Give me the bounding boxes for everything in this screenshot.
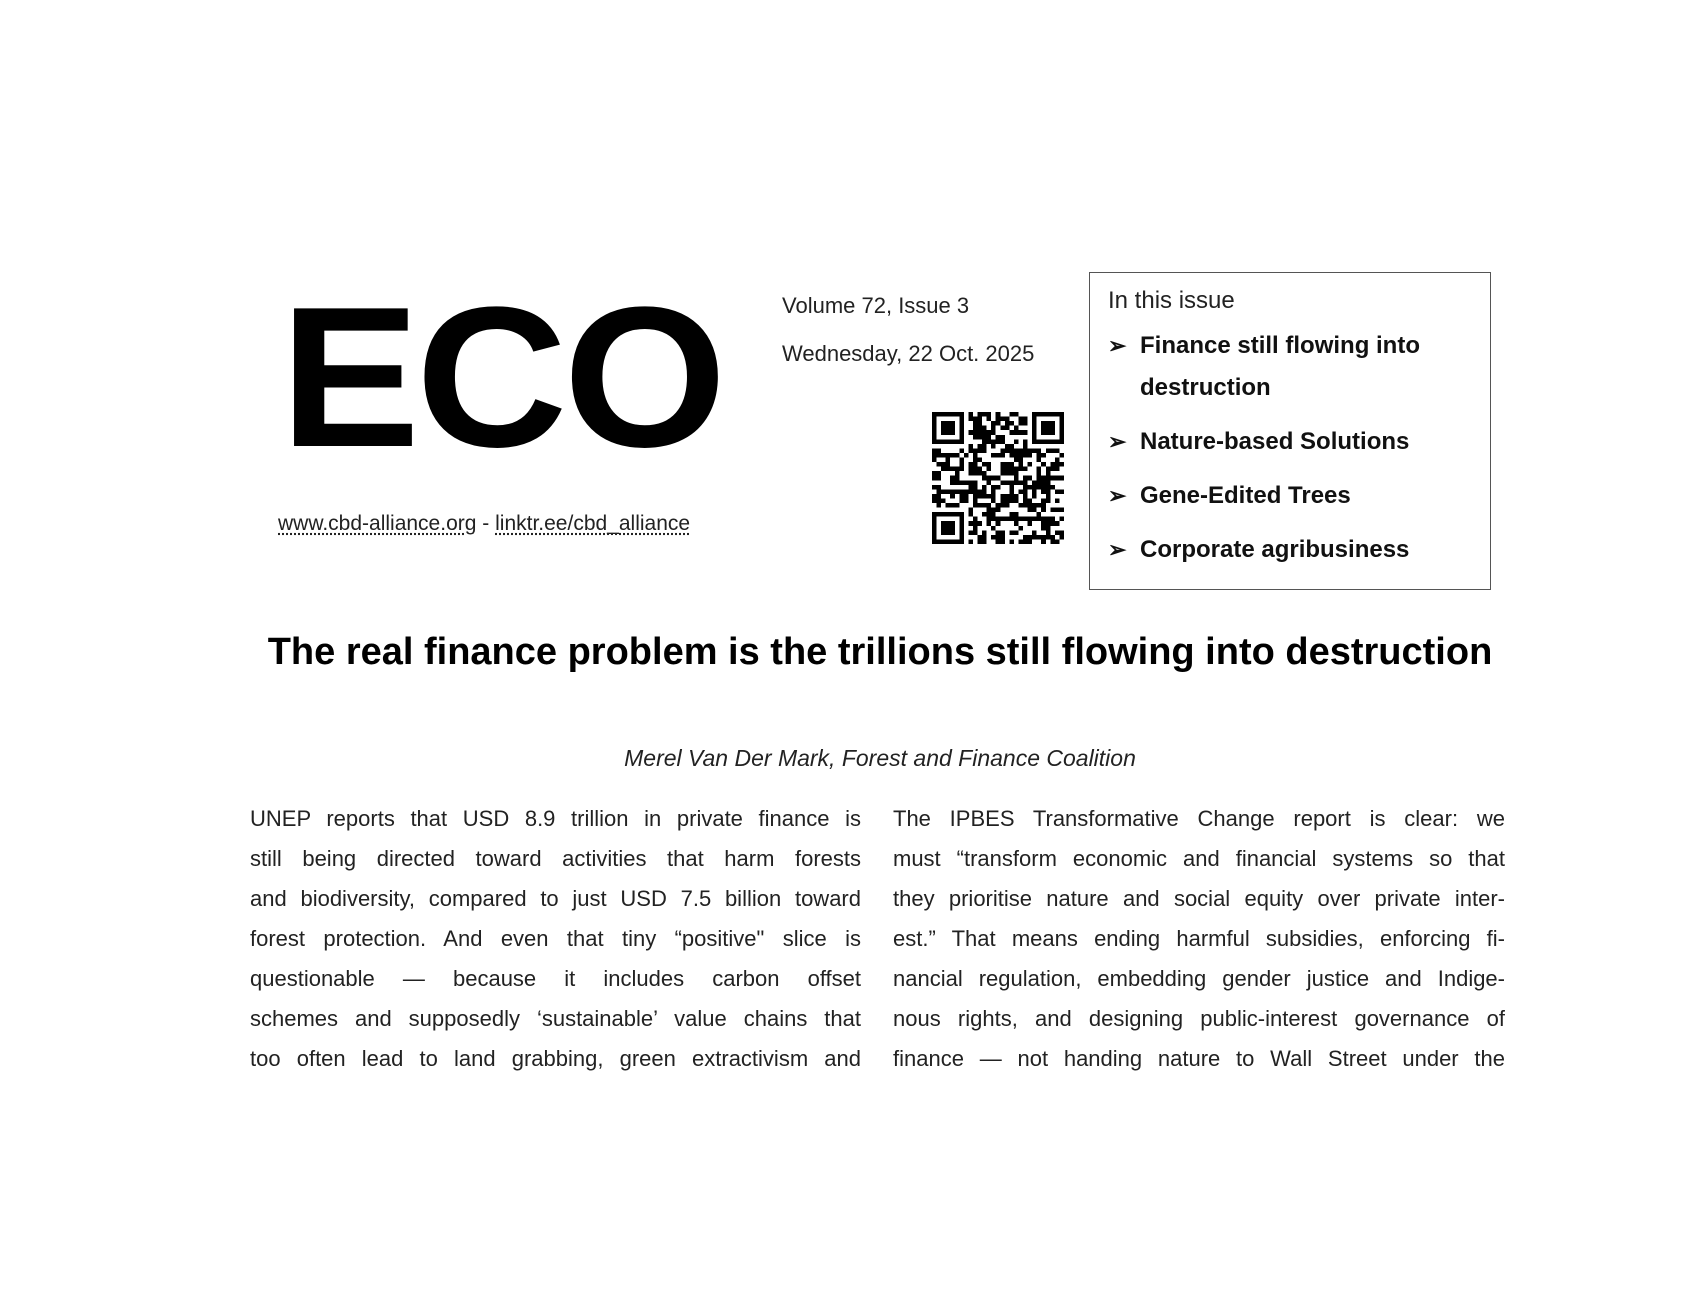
article-line: est.” That means ending harmful subsidies, enforcing fi- xyxy=(893,926,1505,951)
article-line: nancial regulation, embedding gender justice and Indige- xyxy=(893,966,1505,991)
toc-list xyxy=(1108,325,1472,571)
toc-item-label: Gene-Edited Trees xyxy=(1140,482,1351,509)
toc-item[interactable] xyxy=(1108,325,1472,409)
article-line: UNEP reports that USD 8.9 trillion in private finance is xyxy=(250,806,861,831)
article-column-left xyxy=(250,799,861,1079)
toc-title: In this issue xyxy=(1108,287,1235,314)
toc-item[interactable] xyxy=(1108,421,1472,463)
article-line: questionable — because it includes carbon offset xyxy=(250,966,861,991)
linktree-link[interactable]: linktr.ee/cbd_alliance xyxy=(495,512,691,535)
link-separator: - xyxy=(476,512,496,535)
article-headline: The real finance problem is the trillions still flowing into destruction xyxy=(267,631,1493,673)
article-line: schemes and supposedly ‘sustainable’ value chains that xyxy=(250,1006,861,1031)
qr-code-icon[interactable] xyxy=(932,412,1064,544)
article-line: nous rights, and designing public-interest governance of xyxy=(893,1006,1505,1031)
issue-date: Wednesday, 22 Oct. 2025 xyxy=(782,341,1035,366)
toc-item-label: Nature-based Solutions xyxy=(1140,428,1410,455)
toc-item-label: Corporate agribusiness xyxy=(1140,536,1410,563)
cbd-alliance-link[interactable]: www.cbd-alliance.org xyxy=(278,512,477,535)
in-this-issue-box xyxy=(1089,272,1491,590)
article-line: forest protection. And even that tiny “positive" slice is xyxy=(250,926,861,951)
article-line: too often lead to land grabbing, green extractivism and xyxy=(250,1046,861,1071)
article-byline: Merel Van Der Mark, Forest and Finance Coalition xyxy=(624,745,1136,771)
toc-item-label: Finance still flowing into destruction xyxy=(1140,332,1420,401)
arrow-bullet-icon: ➢ xyxy=(1108,537,1127,562)
toc-item[interactable] xyxy=(1108,475,1472,517)
article-line: still being directed toward activities that harm forests xyxy=(250,846,861,871)
eco-logo: ECO xyxy=(280,266,723,489)
arrow-bullet-icon: ➢ xyxy=(1108,483,1127,508)
article-line: finance — not handing nature to Wall Street under the xyxy=(893,1046,1505,1071)
toc-item[interactable] xyxy=(1108,529,1472,571)
article-line: The IPBES Transformative Change report is clear: we xyxy=(893,806,1505,831)
article-column-right xyxy=(893,799,1505,1079)
arrow-bullet-icon: ➢ xyxy=(1108,333,1127,358)
arrow-bullet-icon: ➢ xyxy=(1108,429,1127,454)
issue-meta xyxy=(782,282,1034,378)
article-line: must “transform economic and financial systems so that xyxy=(893,846,1505,871)
site-links xyxy=(278,512,690,536)
article-line: they prioritise nature and social equity over private inter- xyxy=(893,886,1505,911)
issue-volume: Volume 72, Issue 3 xyxy=(782,293,970,318)
article-line: and biodiversity, compared to just USD 7.5 billion toward xyxy=(250,886,861,911)
